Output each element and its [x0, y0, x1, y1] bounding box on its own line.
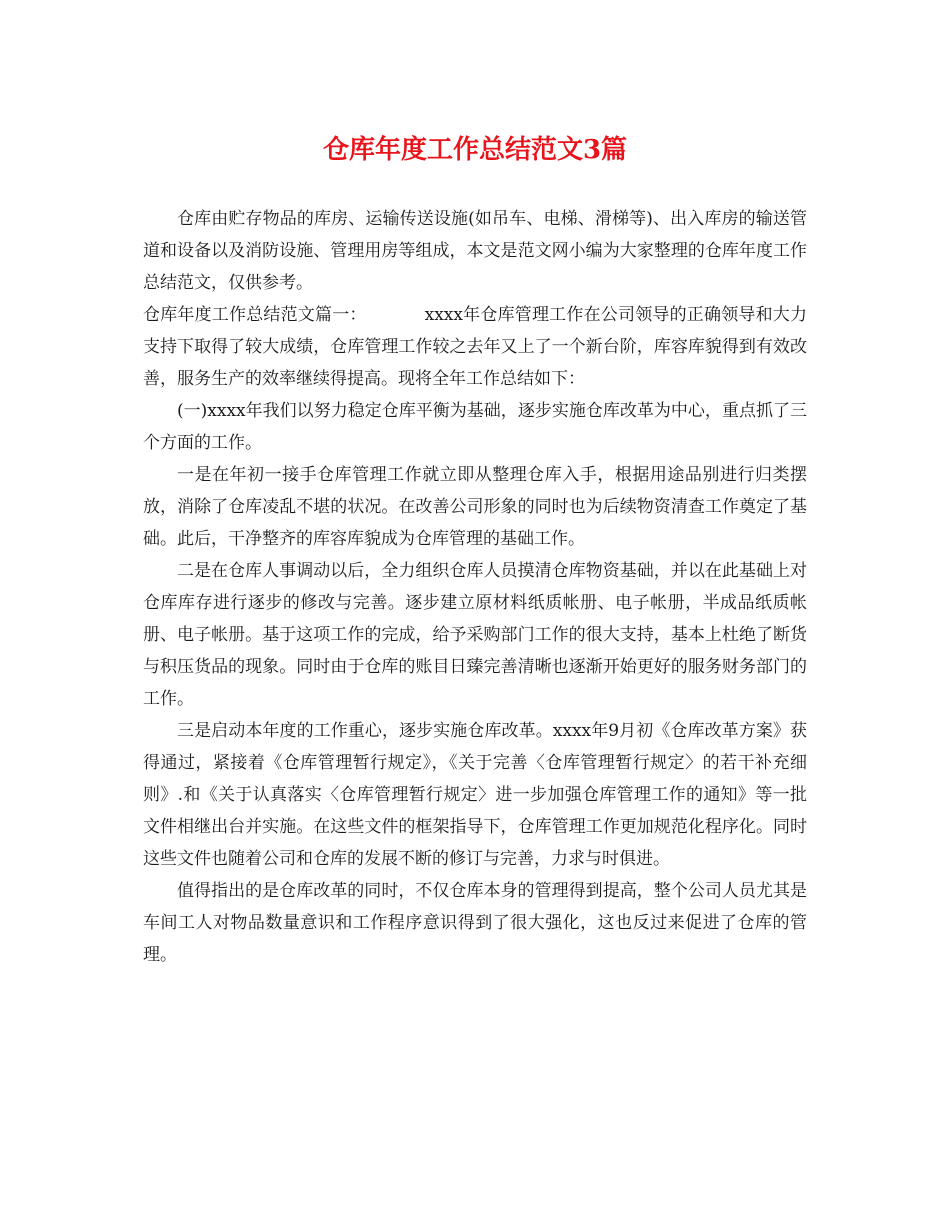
point-paragraph-1: (一)xxxx年我们以努力稳定仓库平衡为基础，逐步实施仓库改革为中心，重点抓了三个方面的工作。	[143, 401, 807, 453]
section-heading-paragraph	[143, 299, 807, 395]
point-paragraph-4: 三是启动本年度的工作重心，逐步实施仓库改革。xxxx年9月初《仓库改革方案》获得通过，紧接着《仓库管理暂行规定》，《关于完善〈仓库管理暂行规定〉的若干补充细则》.和《关于认真落实〈仓库管理暂行规定〉进一步加强仓库管理工作的通知》等一批文件相继出台并实施。在这些文件的框架指导下，仓库管理工作更加规范化程序化。同时这些文件也随着公司和仓库的发展不断的修订与完善，力求与时俱进。	[143, 721, 807, 869]
point-paragraph-3: 二是在仓库人事调动以后，全力组织仓库人员摸清仓库物资基础，并以在此基础上对仓库库存进行逐步的修改与完善。逐步建立原材料纸质帐册、电子帐册，半成品纸质帐册、电子帐册。基于这项工作的完成，给予采购部门工作的很大支持，基本上杜绝了断货与积压货品的现象。同时由于仓库的账目日臻完善清晰也逐渐开始更好的服务财务部门的工作。	[143, 561, 807, 709]
section-opening: xxxx年仓库管理工作在公司领导的正确领导和大力支持下取得了较大成绩，仓库管理工作较之去年又上了一个新台阶，库容库貌得到有效改善，服务生产的效率继续得提高。现将全年工作总结如下：	[143, 305, 807, 389]
document-title: 仓库年度工作总结范文3篇	[322, 135, 628, 165]
point-paragraph-2: 一是在年初一接手仓库管理工作就立即从整理仓库入手，根据用途品别进行归类摆放，消除了仓库凌乱不堪的状况。在改善公司形象的同时也为后续物资清查工作奠定了基础。此后，干净整齐的库容库貌成为仓库管理的基础工作。	[143, 465, 807, 549]
document-body	[143, 203, 807, 971]
point-paragraph-5: 值得指出的是仓库改革的同时，不仅仓库本身的管理得到提高，整个公司人员尤其是车间工人对物品数量意识和工作程序意识得到了很大强化，这也反过来促进了仓库的管理。	[143, 881, 807, 965]
section-label: 仓库年度工作总结范文篇一：	[143, 305, 367, 325]
intro-paragraph: 仓库由贮存物品的库房、运输传送设施(如吊车、电梯、滑梯等)、出入库房的输送管道和设备以及消防设施、管理用房等组成，本文是范文网小编为大家整理的仓库年度工作总结范文，仅供参考。	[143, 209, 807, 293]
